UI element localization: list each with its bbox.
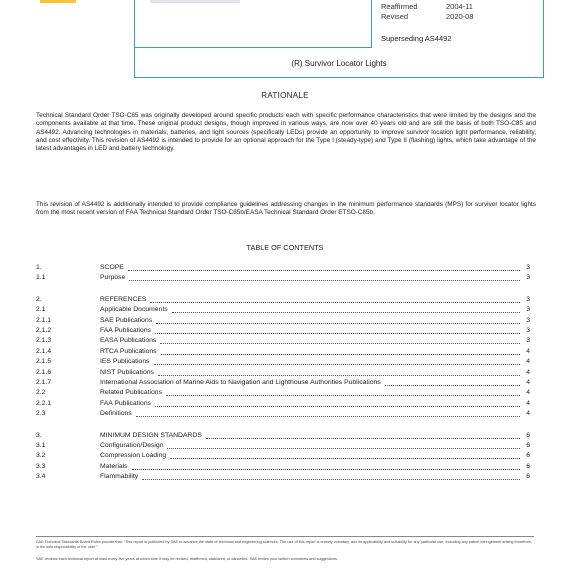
toc-row[interactable] — [36, 388, 530, 398]
toc-entry-page: 3 — [526, 306, 530, 314]
toc-entry-number: 2.2 — [36, 389, 46, 397]
toc-entry-title: Definitions — [100, 410, 132, 418]
toc-entry-number: 3. — [36, 431, 42, 439]
toc-entry-number: 2.1.2 — [36, 327, 52, 334]
toc-row[interactable] — [36, 462, 530, 472]
toc-leader-dots — [128, 263, 520, 271]
toc-entry-title: Applicable Documents — [100, 306, 168, 314]
toc-entry-page: 6 — [526, 431, 530, 439]
rationale-paragraph-1: Technical Standard Order TSO-C85 was originally developed around specific products each with specific performance characteristics that were limited by the designs and the components available at that time. These original product designs, though improved in various ways, are now over 40 years old and are still the basis of both TSO-C85 and AS4492. Advancing technologies in materials, batteries, and light sources (specifically LEDs) provide an opportunity to improve survivor location light performance, reliability, and cost effectivity. This revision of AS4492 is intended to provide for an optional approach for the Type I (steady-type) and Type II (flashing) lights, which take advantage of the latest advantages in LED and battery technology. — [36, 112, 536, 153]
toc-row[interactable] — [36, 472, 530, 482]
toc-leader-dots — [136, 409, 520, 417]
toc-entry-page: 4 — [526, 368, 530, 376]
toc-entry-number: 2.1.1 — [36, 316, 52, 324]
superseding-note: Superseding AS4492 — [381, 34, 452, 43]
rationale-heading: RATIONALE — [261, 91, 309, 100]
toc-entry-title: REFERENCES — [100, 295, 147, 303]
toc-entry-page: 4 — [526, 399, 530, 407]
toc-entry-number: 2.2.1 — [36, 399, 52, 407]
revised-value: 2020-08 — [446, 12, 474, 21]
toc-entry-page: 3 — [526, 316, 530, 324]
toc-entry-page: 4 — [526, 358, 530, 366]
toc-leader-dots — [155, 399, 520, 407]
toc-entry-title: Compression Loading — [100, 452, 167, 460]
toc-entry-page: 4 — [526, 410, 530, 418]
toc-entry-title: Configuration/Design — [100, 442, 164, 449]
toc-entry-title: IES Publications — [100, 358, 150, 366]
toc-entry-title: International Association of Marine Aids to Navigation and Lighthouse Authorities Publications — [100, 379, 381, 386]
toc-leader-dots — [167, 441, 520, 449]
toc-leader-dots — [150, 295, 520, 303]
toc-entry-page: 6 — [526, 473, 530, 481]
toc-entry-title: Materials — [100, 462, 128, 470]
toc-row[interactable] — [36, 357, 530, 367]
toc-entry-title: SAE Publications — [100, 316, 153, 324]
toc-entry-title: FAA Publications — [100, 327, 152, 334]
toc-leader-dots — [166, 388, 520, 396]
toc-entry-page: 6 — [526, 462, 530, 470]
toc-entry-number: 2.1.7 — [36, 379, 52, 386]
toc-leader-dots — [154, 357, 521, 365]
toc-row[interactable] — [36, 273, 530, 283]
toc-entry-title: Purpose — [100, 274, 126, 282]
toc-entry-number: 2.1.6 — [36, 368, 52, 376]
footer-note-1: SAE Technical Standards Board Rules provide that: "This report is published by SAE to advance the state of technical and engineering sciences. The use of this report is entirely voluntary, and its applicability and suitability for any particular use, including any patent infringement arising therefrom, is the sole responsibility of the user." — [36, 540, 532, 549]
toc-entry-page: 3 — [526, 295, 530, 303]
toc-leader-dots — [142, 472, 520, 480]
toc-entry-page: 4 — [526, 347, 530, 355]
toc-entry-number: 3.3 — [36, 462, 46, 470]
toc-entry-page: 3 — [526, 327, 530, 334]
toc-row[interactable] — [36, 431, 530, 441]
toc-entry-number: 3.1 — [36, 442, 46, 449]
toc-leader-dots — [161, 347, 520, 355]
toc-entry-title: FAA Publications — [100, 399, 152, 407]
toc-entry-page: 6 — [526, 452, 530, 460]
toc-leader-dots — [158, 368, 520, 376]
toc-row[interactable] — [36, 316, 530, 326]
toc-leader-dots — [170, 451, 520, 459]
toc-leader-dots — [156, 316, 520, 324]
toc-entry-number: 2.1.4 — [36, 347, 52, 355]
toc-entry-page: 3 — [526, 274, 530, 282]
rationale-paragraph-2: This revision of AS4492 is additionally intended to provide compliance guidelines addressing changes in the minimum performance standards (MPS) for survivor locator lights from the most recent version of FAA Technical Standard Order TSO-C85b/EASA Technical Standard Order ETSO-C85b. — [36, 201, 536, 217]
toc-entry-number: 2.1.5 — [36, 358, 52, 366]
reaffirmed-label: Reaffirmed — [381, 2, 418, 11]
toc-heading: TABLE OF CONTENTS — [246, 243, 324, 252]
toc-row[interactable] — [36, 441, 530, 451]
toc-entry-number: 3.2 — [36, 452, 46, 460]
footer-divider — [36, 536, 534, 537]
toc-row[interactable] — [36, 305, 530, 315]
toc-entry-title: Related Publications — [100, 389, 162, 397]
toc-entry-title: MINIMUM DESIGN STANDARDS — [100, 431, 202, 439]
toc-row[interactable] — [36, 451, 530, 461]
toc-row[interactable] — [36, 263, 530, 273]
toc-entry-page: 4 — [526, 379, 530, 386]
reaffirmed-value: 2004-11 — [446, 2, 473, 11]
toc-entry-number: 2.1.3 — [36, 337, 52, 345]
toc-leader-dots — [206, 431, 520, 439]
toc-leader-dots — [129, 273, 520, 281]
toc-row[interactable] — [36, 378, 530, 388]
toc-entry-number: 2.1 — [36, 306, 46, 314]
toc-row[interactable] — [36, 295, 530, 305]
footer-note-2: SAE reviews each technical report at least every five years at which time it may be revised, reaffirmed, stabilized, or cancelled. SAE invites your written comments and suggestions. — [36, 557, 338, 561]
toc-row[interactable] — [36, 409, 530, 419]
document-title: (R) Survivor Locator Lights — [291, 58, 387, 68]
toc-entry-page: 3 — [526, 264, 530, 271]
document-id-cell — [134, 0, 372, 48]
sae-logo-fragment — [40, 0, 76, 3]
toc-row[interactable] — [36, 399, 530, 409]
toc-leader-dots — [385, 378, 520, 386]
toc-entry-title: EASA Publications — [100, 337, 157, 345]
toc-leader-dots — [172, 305, 520, 313]
toc-entry-page: 3 — [526, 337, 530, 345]
toc-row[interactable] — [36, 326, 530, 336]
toc-entry-number: 2.3 — [36, 410, 46, 418]
toc-entry-number: 3.4 — [36, 473, 46, 481]
toc-entry-title: NIST Publications — [100, 368, 154, 376]
toc-entry-number: 2. — [36, 295, 42, 303]
toc-leader-dots — [155, 326, 520, 334]
toc-entry-title: SCOPE — [100, 264, 124, 271]
toc-entry-page: 4 — [526, 389, 530, 397]
toc-row[interactable] — [36, 336, 530, 346]
toc-entry-page: 6 — [526, 442, 530, 449]
toc-entry-title: RTCA Publications — [100, 347, 157, 355]
revised-label: Revised — [381, 12, 409, 21]
toc-leader-dots — [132, 462, 520, 470]
toc-entry-title: Flammability — [100, 473, 139, 481]
toc-row[interactable] — [36, 347, 530, 357]
toc-entry-number: 1. — [36, 264, 42, 271]
toc-leader-dots — [160, 336, 520, 344]
toc-row[interactable] — [36, 368, 530, 378]
toc-entry-number: 1.1 — [36, 274, 46, 282]
